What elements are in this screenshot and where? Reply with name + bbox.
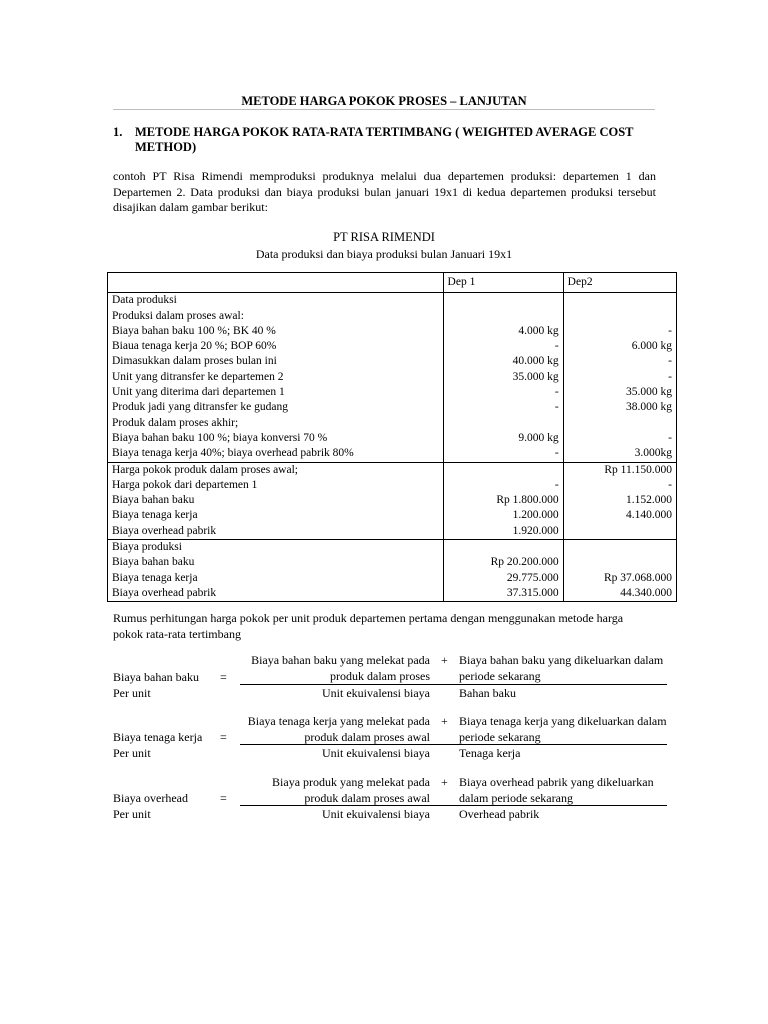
- dep2-value-cell: -: [563, 324, 676, 339]
- row-label-cell: Biaya bahan baku 100 %; BK 40 %: [108, 324, 444, 339]
- dep2-value-cell: [563, 309, 676, 324]
- table-header-row: [108, 273, 677, 293]
- dep1-value-cell: -: [443, 400, 563, 415]
- row-label-cell: Biaya produksi: [108, 540, 444, 556]
- dep2-value-cell: -: [563, 354, 676, 369]
- table-row: [108, 370, 677, 385]
- row-label-cell: Harga pokok produk dalam proses awal;: [108, 462, 444, 478]
- table-row: [108, 571, 677, 586]
- dep2-value-cell: 44.340.000: [563, 586, 676, 602]
- header-cell-dep2: Dep2: [563, 273, 676, 293]
- formula-equals-sign: =: [220, 670, 227, 684]
- row-label-cell: Unit yang ditransfer ke departemen 2: [108, 370, 444, 385]
- dep2-value-cell: 6.000 kg: [563, 339, 676, 354]
- row-label-cell: Dimasukkan dalam proses bulan ini: [108, 354, 444, 369]
- row-label-cell: Biaya tenaga kerja: [108, 508, 444, 523]
- dep2-value-cell: -: [563, 370, 676, 385]
- company-name: PT RISA RIMENDI: [333, 230, 435, 244]
- dep1-value-cell: 40.000 kg: [443, 354, 563, 369]
- formula-numerator-left: Biaya tenaga kerja yang melekat pada produk dalam proses awal: [247, 714, 430, 744]
- formula-numerator-left: Biaya produk yang melekat pada produk dalam proses awal: [272, 775, 430, 805]
- formula-denominator-right: Tenaga kerja: [459, 746, 521, 760]
- section-number: 1.: [113, 125, 123, 139]
- dep1-value-cell: [443, 309, 563, 324]
- dep1-value-cell: Rp 1.800.000: [443, 493, 563, 508]
- company-subtitle: Data produksi dan biaya produksi bulan Januari 19x1: [255, 247, 513, 261]
- formula-label: Biaya tenaga kerja: [113, 730, 203, 744]
- table-row: [108, 462, 677, 478]
- row-label-cell: Biaya overhead pabrik: [108, 586, 444, 602]
- formula-denominator-left: Unit ekuivalensi biaya: [322, 746, 430, 760]
- table-body: [108, 273, 677, 602]
- dep2-value-cell: 38.000 kg: [563, 400, 676, 415]
- table-row: [108, 555, 677, 570]
- formula-label: Biaya overhead: [113, 791, 188, 805]
- dep1-value-cell: 29.775.000: [443, 571, 563, 586]
- intro-paragraph: contoh PT Risa Rimendi memproduksi produknya melalui dua departemen produksi: departemen 1 dan Departemen 2. Data produksi dan biaya produksi bulan januari 19x1 di kedua departemen produksi tersebut disajikan dalam gambar berikut:: [113, 169, 656, 214]
- row-label-cell: Biaua tenaga kerja 20 %; BOP 60%: [108, 339, 444, 354]
- dep2-value-cell: 3.000kg: [563, 446, 676, 462]
- dep1-value-cell: [443, 293, 563, 309]
- formula-equals-sign: =: [220, 791, 227, 805]
- row-label-cell: Biaya tenaga kerja 40%; biaya overhead pabrik 80%: [108, 446, 444, 462]
- row-label-cell: Data produksi: [108, 293, 444, 309]
- dep2-value-cell: [563, 540, 676, 556]
- dep2-value-cell: Rp 11.150.000: [563, 462, 676, 478]
- row-label-cell: Harga pokok dari departemen 1: [108, 478, 444, 493]
- dep2-value-cell: 35.000 kg: [563, 385, 676, 400]
- dep2-value-cell: 4.140.000: [563, 508, 676, 523]
- dep1-value-cell: 37.315.000: [443, 586, 563, 602]
- dep1-value-cell: -: [443, 339, 563, 354]
- table-row: [108, 293, 677, 309]
- dep2-value-cell: [563, 293, 676, 309]
- row-label-cell: Produksi dalam proses awal:: [108, 309, 444, 324]
- table-row: [108, 431, 677, 446]
- table-row: [108, 586, 677, 602]
- dep2-value-cell: [563, 524, 676, 540]
- formula-numerator-left: Biaya bahan baku yang melekat pada produk dalam proses: [251, 653, 430, 683]
- formula-label: Biaya bahan baku: [113, 670, 199, 684]
- table-row: [108, 324, 677, 339]
- table-row: [108, 446, 677, 462]
- dep1-value-cell: -: [443, 385, 563, 400]
- dep1-value-cell: [443, 416, 563, 431]
- dep2-value-cell: -: [563, 478, 676, 493]
- table-row: [108, 309, 677, 324]
- formula-label-per-unit: Per unit: [113, 686, 151, 700]
- table-row: [108, 478, 677, 493]
- title-divider: [113, 109, 655, 110]
- row-label-cell: Produk jadi yang ditransfer ke gudang: [108, 400, 444, 415]
- formula-label-per-unit: Per unit: [113, 746, 151, 760]
- dep1-value-cell: 4.000 kg: [443, 324, 563, 339]
- table-row: [108, 385, 677, 400]
- table-row: [108, 493, 677, 508]
- formula-plus-sign: +: [441, 653, 448, 667]
- formula-denominator-right: Overhead pabrik: [459, 807, 540, 821]
- dep2-value-cell: [563, 555, 676, 570]
- row-label-cell: Biaya overhead pabrik: [108, 524, 444, 540]
- dep2-value-cell: [563, 416, 676, 431]
- dep1-value-cell: 1.920.000: [443, 524, 563, 540]
- production-data-table: [107, 272, 677, 602]
- table-row: [108, 339, 677, 354]
- row-label-cell: Produk dalam proses akhir;: [108, 416, 444, 431]
- row-label-cell: Biaya bahan baku 100 %; biaya konversi 70 %: [108, 431, 444, 446]
- formula-plus-sign: +: [441, 714, 448, 728]
- formula-fraction-line: [240, 805, 667, 806]
- formula-plus-sign: +: [441, 775, 448, 789]
- dep1-value-cell: -: [443, 446, 563, 462]
- formula-numerator-right: Biaya bahan baku yang dikeluarkan dalam periode sekarang: [459, 653, 664, 683]
- formula-intro-paragraph: Rumus perhitungan harga pokok per unit produk departemen pertama dengan menggunakan metode harga pokok rata-rata tertimbang: [113, 611, 624, 641]
- dep1-value-cell: 35.000 kg: [443, 370, 563, 385]
- table-row: [108, 416, 677, 431]
- table-row: [108, 540, 677, 556]
- formula-denominator-left: Unit ekuivalensi biaya: [322, 807, 430, 821]
- dep1-value-cell: [443, 462, 563, 478]
- formula-numerator-right: Biaya tenaga kerja yang dikeluarkan dalam periode sekarang: [459, 714, 667, 744]
- formula-equals-sign: =: [220, 730, 227, 744]
- table-row: [108, 524, 677, 540]
- table-row: [108, 400, 677, 415]
- dep1-value-cell: 1.200.000: [443, 508, 563, 523]
- header-cell-label: [108, 273, 444, 293]
- header-cell-dep1: Dep 1: [443, 273, 563, 293]
- row-label-cell: Biaya tenaga kerja: [108, 571, 444, 586]
- section-heading: METODE HARGA POKOK RATA-RATA TERTIMBANG ( WEIGHTED AVERAGE COST METHOD): [135, 125, 634, 154]
- formula-fraction-line: [240, 744, 667, 745]
- formula-denominator-right: Bahan baku: [459, 686, 516, 700]
- dep1-value-cell: 9.000 kg: [443, 431, 563, 446]
- row-label-cell: Biaya bahan baku: [108, 493, 444, 508]
- table-row: [108, 508, 677, 523]
- row-label-cell: Biaya bahan baku: [108, 555, 444, 570]
- row-label-cell: Unit yang diterima dari departemen 1: [108, 385, 444, 400]
- dep2-value-cell: -: [563, 431, 676, 446]
- dep1-value-cell: -: [443, 478, 563, 493]
- formula-fraction-line: [240, 684, 667, 685]
- dep2-value-cell: Rp 37.068.000: [563, 571, 676, 586]
- formula-label-per-unit: Per unit: [113, 807, 151, 821]
- dep1-value-cell: [443, 540, 563, 556]
- formula-denominator-left: Unit ekuivalensi biaya: [322, 686, 430, 700]
- formula-numerator-right: Biaya overhead pabrik yang dikeluarkan dalam periode sekarang: [459, 775, 654, 805]
- dep2-value-cell: 1.152.000: [563, 493, 676, 508]
- table-row: [108, 354, 677, 369]
- dep1-value-cell: Rp 20.200.000: [443, 555, 563, 570]
- page-title: METODE HARGA POKOK PROSES – LANJUTAN: [241, 94, 527, 108]
